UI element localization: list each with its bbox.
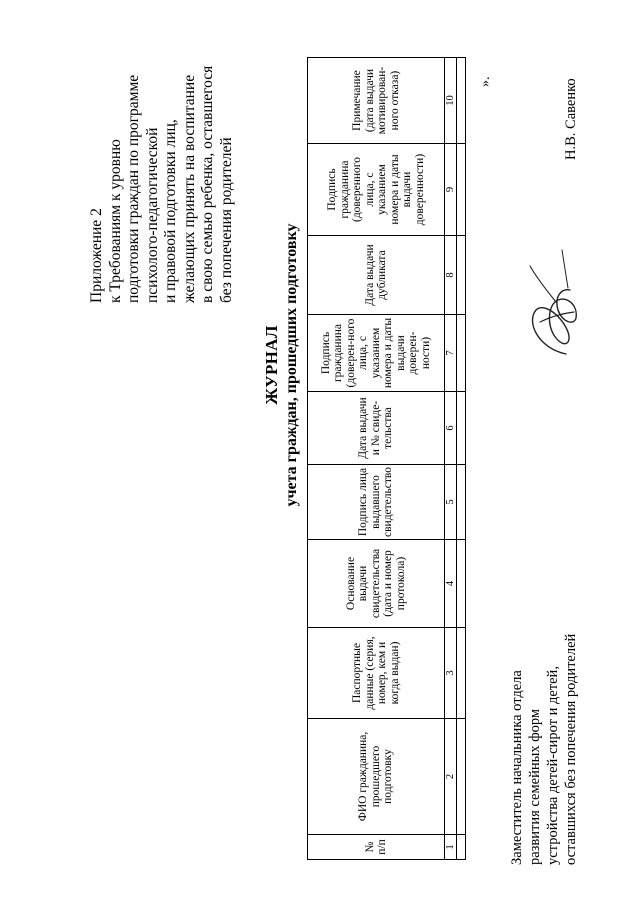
appendix-line: желающих принять на воспитание	[180, 74, 198, 303]
column-number: 2	[445, 719, 457, 835]
table-cell	[457, 835, 466, 860]
appendix-line: без попечения родителей	[217, 137, 235, 303]
table-cell	[457, 465, 466, 540]
appendix-line: к Требованиям к уровню	[106, 139, 124, 303]
column-number: 5	[445, 465, 457, 540]
appendix-line: психолого-педагогической	[143, 127, 161, 303]
handwritten-signature	[518, 244, 584, 362]
column-number: 3	[445, 628, 457, 719]
table-cell	[457, 392, 466, 465]
closing-quote: ».	[478, 76, 493, 87]
journal-table	[307, 57, 466, 860]
header-cell-note: Примечание (дата выдачи мотивирован-ного отказа)	[308, 58, 445, 144]
table-cell	[457, 540, 466, 628]
signer-name: Н.В. Савенко	[563, 78, 579, 160]
header-cell-issuer-signature: Подпись лица выдавшего свидетельство	[308, 465, 445, 540]
signer-line: Заместитель начальника отдела	[509, 670, 525, 865]
header-cell-duplicate-date: Дата выдачи дубликата	[308, 236, 445, 315]
table-number-row	[445, 58, 457, 860]
appendix-line: и правовой подготовки лиц,	[162, 119, 179, 303]
table-header-row	[308, 58, 445, 860]
table-row	[457, 58, 466, 860]
column-number: 10	[445, 58, 457, 144]
table-cell	[457, 719, 466, 835]
signer-title-block	[508, 535, 580, 865]
signer-line: устройства детей-сирот и детей,	[545, 666, 561, 865]
table-cell	[457, 315, 466, 392]
column-number: 6	[445, 392, 457, 465]
table-cell	[457, 58, 466, 144]
header-cell-basis: Основание выдачи свидетельства (дата и номер протокола)	[308, 540, 445, 628]
appendix-line: в свою семью ребенка, оставшегося	[199, 65, 216, 303]
appendix-line: Приложение 2	[88, 208, 105, 303]
appendix-block	[88, 3, 236, 303]
column-number: 1	[445, 835, 457, 860]
column-number: 8	[445, 236, 457, 315]
signer-line: развития семейных форм	[527, 708, 543, 865]
header-cell-duplicate-signature: Подпись гражданина (доверенного лица, с указанием номера и даты выдачи доверенности)	[308, 144, 445, 236]
table-cell	[457, 236, 466, 315]
appendix-line: подготовки граждан по программе	[125, 74, 142, 303]
header-cell-passport: Паспортные данные (серия, номер, кем и когда выдан)	[308, 628, 445, 719]
column-number: 7	[445, 315, 457, 392]
journal-subtitle: учета граждан, прошедших подготовку	[283, 223, 300, 507]
column-number: 9	[445, 144, 457, 236]
table-cell	[457, 628, 466, 719]
table-cell	[457, 144, 466, 236]
signer-line: оставшихся без попечения родителей	[563, 633, 579, 865]
column-number: 4	[445, 540, 457, 628]
header-cell-number: № п/п	[308, 835, 445, 860]
header-cell-citizen-signature: Подпись гражданина (доверен-ного лица, с указанием номера и даты выдачи доверен-ности)	[308, 315, 445, 392]
journal-title: ЖУРНАЛ	[262, 325, 281, 405]
header-cell-issue-date: Дата выдачи и № свиде-тельства	[308, 392, 445, 465]
header-cell-full-name: ФИО гражданина, прошедшего подготовку	[308, 719, 445, 835]
journal-title-block	[261, 105, 302, 625]
